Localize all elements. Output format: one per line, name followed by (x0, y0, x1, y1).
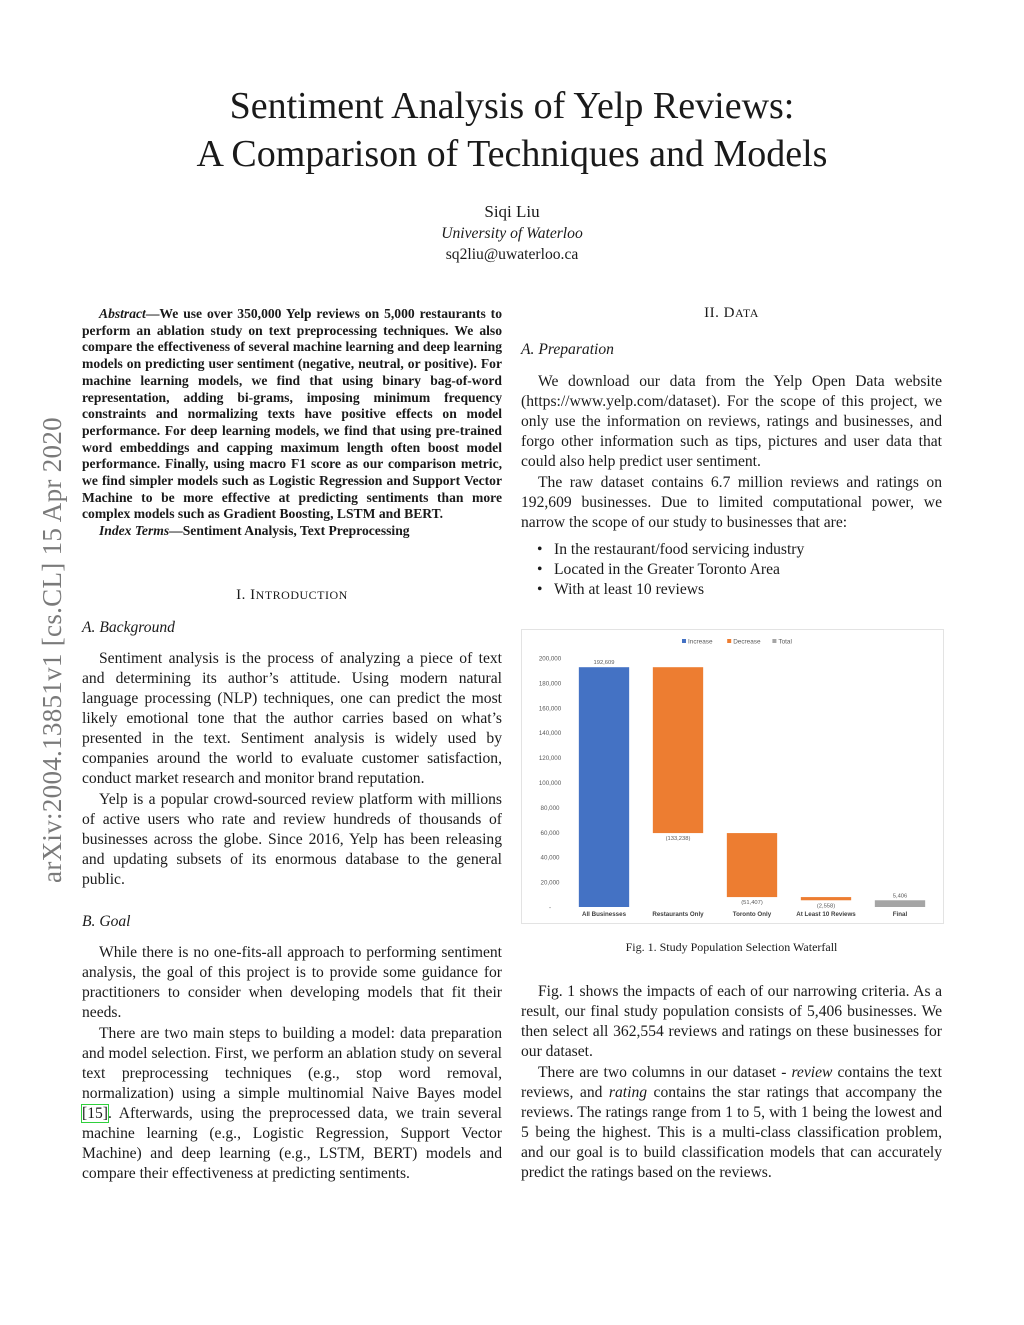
results-paragraph-2 (521, 1063, 942, 1183)
index-terms-text: —Sentiment Analysis, Text Preprocessing (169, 523, 410, 539)
figure-1-caption: Fig. 1. Study Population Selection Waterfall (625, 940, 838, 954)
goal-paragraph-2-end: . Afterwards, using the preprocessed data, we train several machine learning (e.g., Logistic Regression, Support Vector Machine) and deep learning (e.g., LSTM, BERT) models and compare their effectiveness at predicting sentiments. (82, 1105, 502, 1182)
waterfall-bar (801, 897, 851, 900)
y-tick-label: 100,000 (538, 780, 562, 787)
section-heading-data (521, 305, 942, 322)
y-tick-label: 20,000 (540, 879, 560, 887)
index-terms-label: Index Terms (99, 523, 170, 539)
background-text (82, 649, 502, 890)
data-title-initial: D (723, 305, 735, 321)
y-tick-label: 160,000 (538, 705, 562, 713)
goal-paragraph-1: While there is no one-fits-all approach to performing sentiment analysis, the goal of this project is to provide some guidance for practitioners to consider when developing models that fit their needs. (82, 944, 502, 1021)
citation-link-15[interactable]: [15] (82, 1105, 108, 1122)
introduction-title-initial: I (250, 587, 256, 603)
index-terms (82, 523, 502, 540)
author-affiliation: University of Waterloo (441, 225, 583, 242)
y-tick-label: 40,000 (540, 854, 560, 862)
x-category-label: Final (892, 911, 908, 918)
y-tick-label: 80,000 (540, 804, 560, 812)
preparation-text (521, 372, 942, 600)
subsection-heading-background: A. Background (82, 619, 175, 636)
criteria-item: • Located in the Greater Toronto Area (521, 560, 942, 580)
bar-data-label: (2,558) (816, 903, 836, 910)
y-tick-label: 60,000 (540, 829, 560, 837)
abstract-text: —We use over 350,000 Yelp reviews on 5,000 restaurants to perform an ablation study on text preprocessing techniques. We also compare the effectiveness of several machine learning and deep learning models on predicting user sentiment (negative, neutral, or positive). For machine learning models, we find that using binary bag-of-word representation, adding bi-grams, imposing minimum frequency constraints and normalizing texts have positive effects on model performance. For deep learning models, we find that using pre-trained word embeddings and capping maximum length often boost model performance. Finally, using macro F1 score as our comparison metric, we find simpler models such as Logistic Regression and Support Vector Machine to be more effective at predicting sentiments than more complex models such as Gradient Boosting, LSTM and BERT. (82, 306, 502, 522)
waterfall-bar (727, 833, 777, 897)
waterfall-bar (875, 900, 925, 907)
waterfall-chart-svg (522, 630, 943, 923)
data-numeral: II. (704, 305, 724, 321)
bar-data-label: (133,238) (665, 836, 691, 843)
data-title-rest: ATA (734, 306, 759, 320)
goal-text (82, 943, 502, 1184)
column-name-review: review (791, 1064, 833, 1081)
author-email: sq2liu@uwaterloo.ca (445, 246, 579, 263)
introduction-numeral: I. (236, 587, 251, 603)
legend-label: Increase (688, 638, 713, 646)
bar-data-label: 192,609 (593, 660, 615, 667)
arxiv-identifier: arXiv:2004.13851v1 [cs.CL] 15 Apr 2020 (37, 417, 67, 883)
legend-swatch (682, 639, 686, 643)
results-paragraph-2-c: contains the star ratings that accompany the reviews. The ratings range from 1 to 5, with 1 being the lowest and 5 being the highest. This is a multi-class classification problem, and our goal is to build classification models that can accurately predict the ratings based on the reviews. (521, 1084, 942, 1181)
preparation-paragraph-1: We download our data from the Yelp Open Data website (https://www.yelp.com/dataset). For the scope of this project, we only use the information on reviews, ratings and businesses, and forgo other information such as tips, pictures and user data that could also help predict user sentiment. (521, 373, 942, 470)
column-name-rating: rating (608, 1084, 648, 1101)
x-category-label: Toronto Only (732, 911, 772, 918)
goal-paragraph-2 (82, 1024, 502, 1184)
background-paragraph-1: Sentiment analysis is the process of analyzing a piece of text and determining its author’s attitude. Using modern natural language processing (NLP) techniques, one can predict the most likely emotional tone that the author carries based on what’s presented in the text. Sentiment analysis is widely used by companies around the world to evaluate customer satisfaction, conduct market research and monitor brand reputation. (82, 650, 502, 787)
goal-paragraph-2-start: There are two main steps to building a model: data preparation and model selection. First, we perform an ablation study on several text preprocessing techniques (e.g., stop word removal, normalization) using a simple multinomial Naive Bayes model (82, 1025, 502, 1102)
criteria-list (521, 540, 942, 600)
y-tick-label: 140,000 (538, 730, 562, 738)
y-tick-label: 200,000 (538, 655, 562, 663)
criteria-item: • With at least 10 reviews (521, 580, 942, 600)
introduction-title-rest: NTRODUCTION (255, 588, 348, 602)
x-category-label: Restaurants Only (652, 911, 704, 918)
criteria-item: • In the restaurant/food servicing industry (521, 540, 942, 560)
y-tick-label: 180,000 (538, 680, 562, 688)
preparation-paragraph-2: The raw dataset contains 6.7 million reviews and ratings on 192,609 businesses. Due to limited computational power, we narrow the scope of our study to businesses that are: (521, 474, 942, 531)
waterfall-bar (579, 667, 629, 907)
figure-1-waterfall-chart (521, 629, 944, 924)
legend-label: Decrease (733, 638, 761, 646)
x-category-label: At Least 10 Reviews (796, 911, 856, 918)
results-paragraph-2-b: contains the text reviews, and (521, 1064, 942, 1101)
abstract-paragraph (82, 306, 502, 523)
section-heading-introduction (82, 587, 502, 604)
legend-label: Total (778, 638, 792, 646)
results-paragraph-2-a: There are two columns in our dataset - (538, 1064, 792, 1081)
y-tick-label: 120,000 (538, 755, 562, 763)
bar-data-label: 5,406 (892, 893, 908, 900)
y-tick-label: - (548, 904, 552, 912)
waterfall-bar (653, 667, 703, 833)
bar-data-label: (51,407) (741, 900, 763, 907)
paper-title-line-2: A Comparison of Techniques and Models (196, 133, 828, 175)
background-paragraph-2: Yelp is a popular crowd-sourced review platform with millions of active users who rate and review hundreds of thousands of businesses across the globe. Since 2016, Yelp has been releasing and updating subsets of its enormous database to the general public. (82, 791, 502, 888)
results-text (521, 982, 942, 1183)
results-paragraph-1: Fig. 1 shows the impacts of each of our narrowing criteria. As a result, our final study population consists of 5,406 businesses. We then select all 362,554 reviews and ratings on these businesses for our dataset. (521, 983, 942, 1060)
abstract-label: Abstract (99, 306, 146, 321)
author-name: Siqi Liu (484, 202, 540, 221)
paper-title-line-1: Sentiment Analysis of Yelp Reviews: (229, 85, 795, 127)
subsection-heading-preparation: A. Preparation (521, 341, 614, 358)
legend-swatch (772, 639, 776, 643)
legend-swatch (727, 639, 731, 643)
subsection-heading-goal: B. Goal (82, 913, 131, 930)
x-category-label: All Businesses (581, 911, 627, 918)
abstract-block (82, 306, 502, 540)
